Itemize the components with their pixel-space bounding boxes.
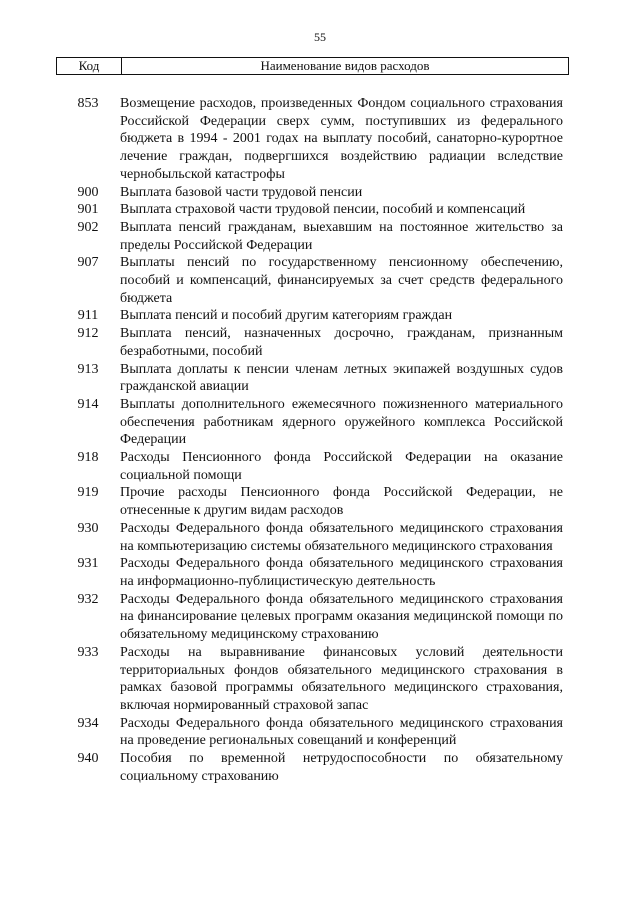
table-row — [56, 520, 569, 555]
row-description: Выплата пенсий гражданам, выехавшим на постоянное жительство за пределы Российской Федерации — [120, 219, 563, 253]
row-code: 914 — [77, 396, 99, 412]
row-code: 919 — [77, 485, 99, 501]
table-row — [56, 201, 569, 219]
row-description: Выплата базовой части трудовой пенсии — [120, 184, 363, 200]
table-row — [56, 325, 569, 360]
table-row — [56, 219, 569, 254]
row-code: 932 — [77, 591, 99, 607]
table-row — [56, 591, 569, 644]
row-description: Расходы Федерального фонда обязательного медицинского страхования на финансирование целевых программ оказания медицинской помощи по обязательному медицинскому страхованию — [120, 591, 563, 643]
table-row — [56, 307, 569, 325]
row-code: 918 — [77, 450, 99, 466]
header-code: Код — [57, 58, 122, 74]
row-description: Пособия по временной нетрудоспособности по обязательному социальному страхованию — [120, 751, 563, 784]
row-description: Расходы Федерального фонда обязательного медицинского страхования на компьютеризацию системы обязательного медицинского страхования — [120, 520, 563, 554]
table-row — [56, 449, 569, 484]
row-description: Выплата пенсий и пособий другим категориям граждан — [120, 308, 453, 324]
row-code: 912 — [77, 326, 99, 342]
row-code: 934 — [77, 715, 99, 731]
table-row — [56, 184, 569, 202]
row-description: Выплата страховой части трудовой пенсии, пособий и компенсаций — [120, 202, 526, 218]
row-description: Расходы на выравнивание финансовых условий деятельности территориальных фондов обязательного медицинского страхования в рамках базовой программы обязательного медицинского страхования, включая нормированный страховой запас — [120, 644, 563, 713]
table-row — [56, 644, 569, 715]
row-code: 911 — [77, 308, 99, 324]
row-code: 940 — [77, 751, 99, 767]
row-code: 901 — [77, 202, 99, 218]
table-row — [56, 396, 569, 449]
page-number: 55 — [314, 30, 326, 44]
expense-table-body — [56, 95, 569, 785]
table-row — [56, 555, 569, 590]
row-description: Выплаты пенсий по государственному пенсионному обеспечению, пособий и компенсаций, финансируемых за счет средств федерального бюджета — [120, 255, 563, 306]
row-description: Расходы Федерального фонда обязательного медицинского страхования на информационно-публицистическую деятельность — [120, 556, 563, 589]
table-row — [56, 750, 569, 785]
row-description: Расходы Федерального фонда обязательного медицинского страхования на проведение региональных совещаний и конференций — [120, 715, 563, 749]
header-name: Наименование видов расходов — [260, 58, 430, 73]
row-description: Расходы Пенсионного фонда Российской Федерации на оказание социальной помощи — [120, 450, 563, 483]
row-description: Прочие расходы Пенсионного фонда Российской Федерации, не отнесенные к другим видам расходов — [120, 485, 563, 519]
table-row — [56, 95, 569, 184]
table-row — [56, 484, 569, 519]
row-code: 853 — [77, 96, 99, 111]
row-description: Возмещение расходов, произведенных Фондом социального страхования Российской Федерации сверх сумм, поступивших из федерального бюджета в 1994 - 2001 годах на выплату пособий, санаторно-курортное лечение граждан, подвергшихся воздействию радиации вследствие чернобыльской катастрофы — [120, 96, 563, 182]
row-code: 931 — [77, 556, 99, 572]
table-header — [56, 57, 569, 75]
row-code: 933 — [77, 644, 99, 660]
row-code: 902 — [77, 219, 99, 235]
row-code: 900 — [77, 184, 99, 200]
row-code: 930 — [77, 520, 99, 536]
row-description: Выплата пенсий, назначенных досрочно, гражданам, признанным безработными, пособий — [120, 326, 563, 359]
row-description: Выплата доплаты к пенсии членам летных экипажей воздушных судов гражданской авиации — [120, 361, 563, 395]
row-code: 913 — [77, 361, 99, 377]
table-row — [56, 254, 569, 307]
table-row — [56, 715, 569, 750]
row-code: 907 — [77, 255, 99, 271]
table-row — [56, 361, 569, 396]
row-description: Выплаты дополнительного ежемесячного пожизненного материального обеспечения работникам ядерного оружейного комплекса Российской Федерации — [120, 396, 563, 448]
